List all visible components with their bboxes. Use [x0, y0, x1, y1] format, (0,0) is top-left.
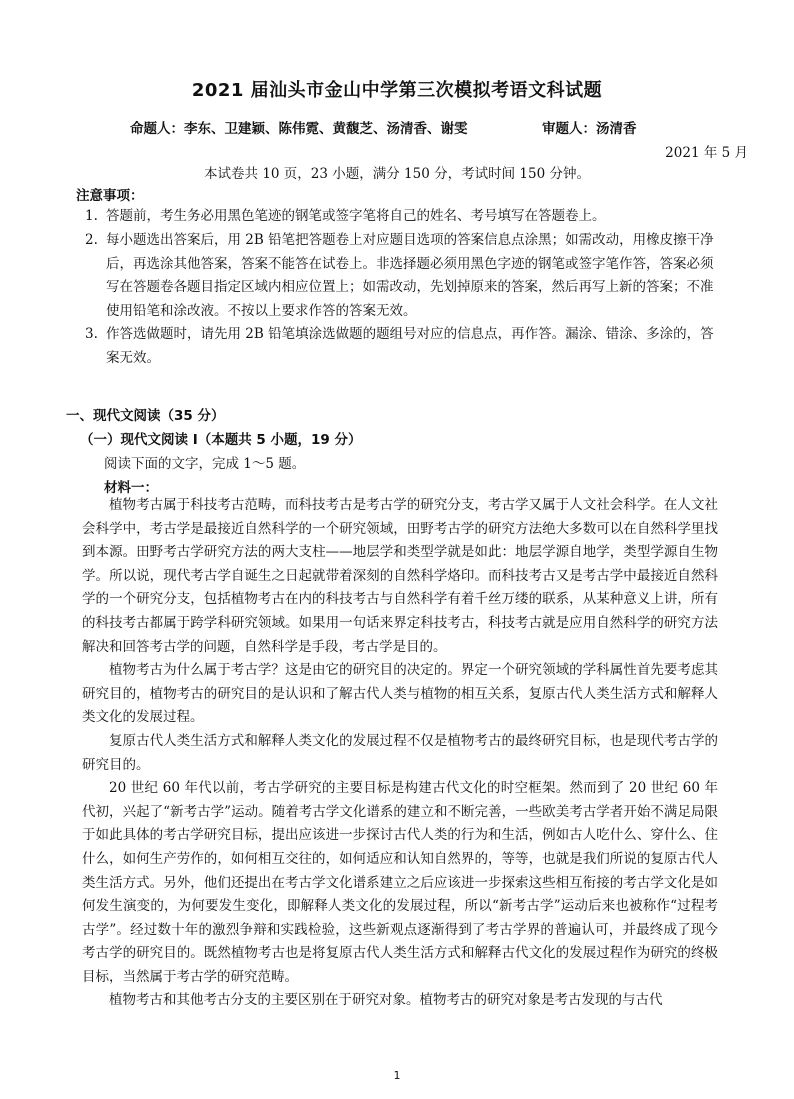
page-number: 1	[393, 1069, 401, 1082]
note-text: 每小题选出答案后，用 2B 铅笔把答题卷上对应题目选项的答案信息点涂黑；如需改动，用橡皮擦干净后，再选涂其他答案，答案不能答在试卷上。非选择题必须用黑色字迹的钢笔或签字笔作答，答案必须写在答题卷各题目指定区域内相应位置上；如需改动，先划掉原来的答案，然后再写上新的答案；不准使用铅笔和涂改液。不按以上要求作答的答案无效。	[106, 232, 714, 319]
article-paragraph: 植物考古和其他考古分支的主要区别在于研究对象。植物考古的研究对象是考古发现的与古代	[109, 992, 663, 1009]
note-number: 2.	[85, 232, 98, 248]
article-paragraph: 植物考古为什么属于考古学？这是由它的研究目的决定的。界定一个研究领域的学科属性首先要考虑其研究目的，植物考古的研究目的是认识和了解古代人类与植物的相互关系，复原古代人类生活方式和解释人类文化的发展过程。	[82, 662, 718, 726]
exam-date: 2021 年 5 月	[665, 145, 748, 161]
note-item	[85, 323, 718, 370]
article-paragraph: 20 世纪 60 年代以前，考古学研究的主要目标是构建古代文化的时空框架。然而到了 20 世纪 60 年代初，兴起了“新考古学”运动。随着考古学文化谱系的建立和不断完善，一些欧美考古学者开始不满足局限于如此具体的考古学研究目标，提出应该进一步探讨古代人类的行为和生活，例如古人吃什么、穿什么、住什么，如何生产劳作的，如何相互交往的，如何适应和认知自然界的，等等，也就是我们所说的复原古代人类生活方式。另外，他们还提出在考古学文化谱系建立之后应该进一步探索这些相互衔接的考古学文化是如何发生演变的，为何要发生变化，即解释人类文化的发展过程，所以“新考古学”运动后来也被称作“过程考古学”。经过数十年的激烈争辩和实践检验，这些新观点逐渐得到了考古学界的普遍认可，并最终成了现今考古学的研究目的。既然植物考古也是将复原古代人类生活方式和解释古代文化的发展过程作为研究的终极目标，当然属于考古学的研究范畴。	[82, 780, 718, 985]
material-label: 材料一：	[104, 480, 158, 496]
note-number: 3.	[85, 326, 98, 342]
section-heading: 一、现代文阅读（35 分）	[66, 408, 225, 424]
note-text: 作答选做题时，请先用 2B 铅笔填涂选做题的题组号对应的信息点，再作答。漏涂、错涂、多涂的，答案无效。	[106, 326, 714, 366]
note-item	[85, 229, 718, 323]
notes-heading: 注意事项：	[76, 188, 144, 204]
subsection-heading: （一）现代文阅读 I（本题共 5 小题，19 分）	[80, 432, 362, 448]
note-number: 1.	[85, 208, 98, 224]
article-paragraph: 植物考古属于科技考古范畴，而科技考古是考古学的研究分支，考古学又属于人文社会科学。在人文社会科学中，考古学是最接近自然科学的一个研究领域，田野考古学的研究方法绝大多数可以在自然科学里找到本源。田野考古学研究方法的两大支柱——地层学和类型学就是如此：地层学源自地学，类型学源自生物学。所以说，现代考古学自诞生之日起就带着深刻的自然科学烙印。而科技考古又是考古学中最接近自然科学的一个研究分支，包括植物考古在内的科技考古与自然科学有着千丝万缕的联系，从某种意义上讲，所有的科技考古都属于跨学科研究领域。如果用一句话来界定科技考古，科技考古就是应用自然科学的研究方法解决和回答考古学的问题，自然科学是手段，考古学是目的。	[82, 497, 718, 655]
authors-text: 命题人：李东、卫建颖、陈伟霓、黄馥芝、汤清香、谢雯	[130, 121, 468, 137]
note-item	[85, 205, 718, 229]
reviewer-text: 审题人：汤清香	[542, 121, 637, 137]
note-text: 答题前，考生务必用黑色笔迹的钢笔或签字笔将自己的姓名、考号填写在答题卷上。	[106, 208, 606, 224]
article-body	[82, 494, 718, 1013]
reading-instruction: 阅读下面的文字，完成 1～5 题。	[104, 456, 306, 472]
article-paragraph: 复原古代人类生活方式和解释人类文化的发展过程不仅是植物考古的最终研究目标，也是现代考古学的研究目的。	[82, 732, 718, 773]
exam-intro: 本试卷共 10 页，23 小题，满分 150 分，考试时间 150 分钟。	[204, 166, 590, 182]
exam-title: 2021 届汕头市金山中学第三次模拟考语文科试题	[191, 80, 603, 101]
author-line	[130, 117, 670, 137]
